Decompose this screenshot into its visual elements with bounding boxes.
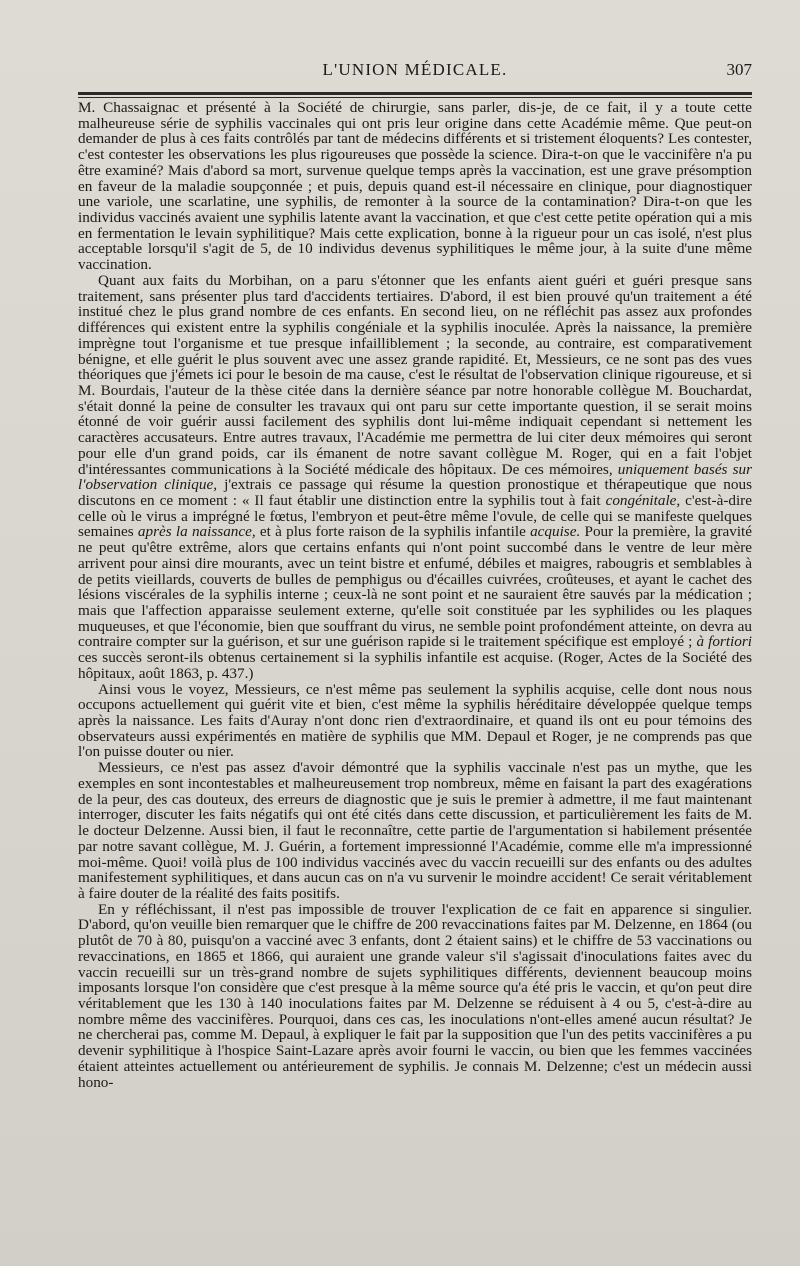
text-run: j'extrais ce passage qui résume la question pronostique et thérapeutique que nous discutons en ce moment : « Il faut établir une distinction entre la syphilis tout à fait — [78, 476, 752, 509]
text-run: Messieurs, ce n'est pas assez d'avoir démontré que la syphilis vaccinale n'est pas un mythe, que les exemples en sont incontestables et malheureusement trop nombreux, même en faisant la part des exagérations de la peur, des cas douteux, des erreurs de diagnostic que je suis le premier à admettre, il me faut maintenant interroger, discuter les faits négatifs qui ont été cités dans cette discussion, et particulièrement les faits de M. le docteur Delzenne. Aussi bien, il faut le reconnaître, cette partie de l'argumentation si habilement présentée par notre savant collègue, M. J. Guérin, a fortement impressionné l'Académie, comme elle m'a impressionné moi-même. Quoi! voilà plus de 100 individus vaccinés avec du vaccin recueilli sur des enfants ou des adultes manifestement syphilitiques, et dans aucun cas on n'a vu survenir le moindre accident! Ce serait véritablement à faire douter de la réalité des faits positifs. — [78, 759, 752, 902]
paragraph — [78, 902, 752, 1091]
text-run: et à plus forte raison de la syphilis infantile — [255, 523, 531, 541]
header-rule — [78, 92, 752, 98]
text-run: c'est-à-dire celle où le virus a imprégné le fœtus, l'embryon et peut-être même l'ovule, de celle qui se manifeste quelques semaines — [78, 491, 752, 541]
italic-text: à fortiori — [696, 633, 752, 651]
text-run: Ainsi vous le voyez, Messieurs, ce n'est même pas seulement la syphilis acquise, celle dont nous nous occupons actuellement qui guérit vite et bien, c'est même la syphilis héréditaire développée quelque temps après la naissance. Les faits d'Auray n'ont donc rien d'extraordinaire, et quand ils ont eu pour témoins des observateurs aussi expérimentés en matière de syphilis que MM. Depaul et Roger, je ne comprends pas que l'on puisse douter ou nier. — [78, 680, 752, 761]
text-run: En y réfléchissant, il n'est pas impossible de trouver l'explication de ce fait en apparence si singulier. D'abord, qu'on veuille bien remarquer que le chiffre de 200 revaccinations faites par M. Delzenne, en 1864 (ou plutôt de 70 à 80, puisqu'on a vacciné avec 3 enfants, dont 2 étaient sains) et le chiffre de 53 vaccinations ou revaccinations, en 1865 et 1866, qui auraient une grande valeur s'il s'agissait d'inoculations faites avec du vaccin recueilli sur un très-grand nombre de sujets syphilitiques différents, deviennent beaucoup moins imposants lorsque l'on considère que c'est presque à la même source qu'a été pris le vaccin, et qu'on peut dire véritablement que les 130 à 140 inoculations faites par M. Delzenne se réduisent à 4 ou 5, c'est-à-dire au nombre même des vaccinifères. Pourquoi, dans ces cas, les inoculations n'ont-elles amené aucun résultat? Je ne chercherai pas, comme M. Depaul, à expliquer le fait par la supposition que l'un des petits vaccinifères a pu devenir syphilitique à l'hospice Saint-Lazare après avoir fourni le vaccin, ou bien que les femmes vaccinées étaient atteintes actuellement ou antérieurement de syphilis. Je connais M. Delzenne; c'est un médecin aussi hono- — [78, 900, 752, 1091]
paragraph — [78, 682, 752, 761]
paragraph — [78, 273, 752, 682]
italic-text: après la naissance, — [137, 523, 256, 541]
journal-title: L'UNION MÉDICALE. — [322, 60, 508, 79]
text-run: M. Chassaignac et présenté à la Société de chirurgie, sans parler, dis-je, de ce fait, il y a toute cette malheureuse série de syphilis vaccinales qui ont pris leur origine dans cette Académie même. Que peut-on demander de plus à ces faits contrôlés par tant de médecins différents et si tristement éloquents? Les contester, c'est contester les observations les plus rigoureuses que possède la science. Dira-t-on que le vaccinifère n'a pu être examiné? Mais d'abord sa mort, survenue quelque temps après la vaccination, est une grave présomption en faveur de la maladie soupçonnée ; et puis, depuis quand est-il nécessaire en clinique, pour diagnostiquer une variole, une scarlatine, une syphilis, de remonter à la source de la contamination? Dira-t-on que les individus vaccinés avaient une syphilis latente avant la vaccination, et que c'est cette petite opération qui a mis en fermentation le levain syphilitique? Mais cette explication, bonne à la rigueur pour un cas isolé, n'est plus acceptable lorsqu'il s'agit de 5, de 10 individus devenus syphilitiques le même jour, à la suite d'une même vaccination. — [78, 100, 752, 274]
article-body — [78, 100, 752, 1258]
page-number: 307 — [726, 60, 752, 79]
paragraph — [78, 760, 752, 901]
text-run: Quant aux faits du Morbihan, on a paru s'étonner que les enfants aient guéri et guéri presque sans traitement, sans présenter plus tard d'accidents tertiaires. D'abord, il est bien prouvé qu'un traitement a été institué chez le plus grand nombre de ces enfants. En second lieu, on ne réfléchit pas assez aux profondes différences qui existent entre la syphilis congéniale et la syphilis inoculée. Après la naissance, la première imprègne tout l'organisme et tue presque infailliblement ; la seconde, au contraire, est comparativement bénigne, et elle guérit le plus souvent avec une assez grande rapidité. Et, Messieurs, ce ne sont pas des vues théoriques que j'émets ici pour le besoin de ma cause, c'est le résultat de l'observation clinique rigoureuse, et si M. Bourdais, l'auteur de la thèse citée dans la dernière séance par notre honorable collègue M. Bouchardat, s'était donné la peine de consulter les travaux qui ont paru sur cette importante question, il se serait moins étonné de voir guérir aussi facilement des syphilis dont lui-même indiquait cependant si nettement les caractères accusateurs. Entre autres travaux, l'Académie me permettra de lui citer deux mémoires qui seront pour elle d'un grand poids, car ils émanent de notre savant collègue M. Roger, qui en a fait l'objet d'intéressantes communications à la Société médicale des hôpitaux. De ces mémoires, — [78, 271, 752, 478]
italic-text: congénitale, — [605, 491, 681, 509]
italic-text: acquise. — [530, 523, 581, 541]
text-run: Pour la première, la gravité ne peut qu'être extrême, alors que certains enfants qui n'ont point succombé dans le ventre de leur mère arrivent pour ainsi dire mourants, avec un teint bistre et enfumé, débiles et maigres, rabougris et semblables à de petits vieillards, couverts de bulles de pemphigus ou d'écailles cuivrées, croûteuses, et ayant le cachet des lésions viscérales de la syphilis interne ; ceux-là ne sont point et ne sauraient être sauvés par la médication ; mais que l'affection apparaisse seulement externe, qu'elle soit constituée par les syphilides ou les plaques muqueuses, et que l'économie, bien que souffrant du virus, ne semble point profondément atteinte, on devra au contraire compter sur la guérison, et sur une guérison rapide si le traitement spécifique est employé ; — [78, 523, 752, 651]
running-header — [78, 60, 752, 88]
paragraph — [78, 100, 752, 273]
italic-text: uniquement basés sur l'observation clinique, — [78, 460, 752, 494]
text-run: ces succès seront-ils obtenus certainement si la syphilis infantile est acquise. (Roger, Actes de la Société des hôpitaux, août 1863, p. 437.) — [78, 649, 752, 682]
